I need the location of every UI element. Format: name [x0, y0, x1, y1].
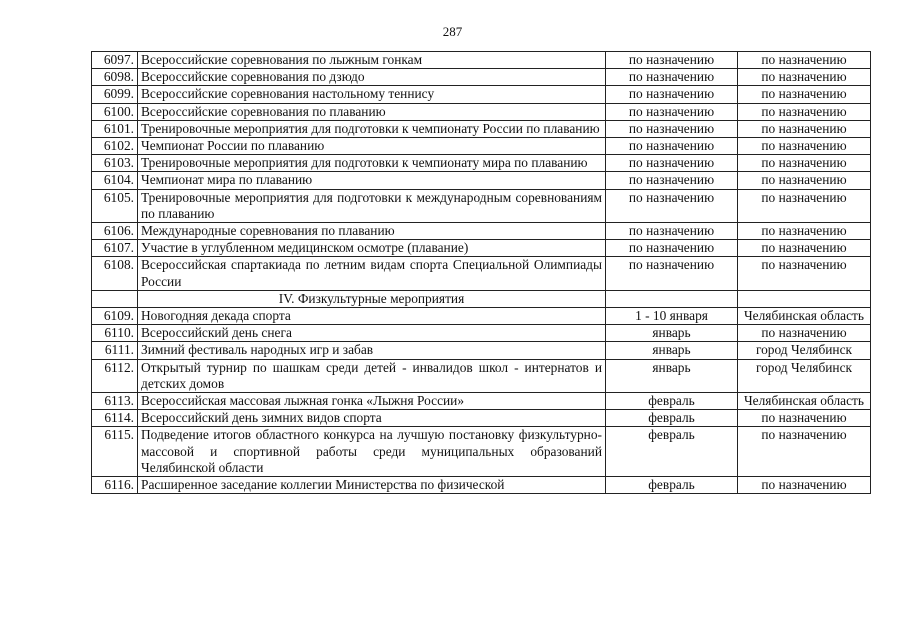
event-date: по назначению — [606, 172, 738, 189]
event-place: по назначению — [738, 86, 871, 103]
section-place-cell — [738, 290, 871, 307]
table-row — [92, 86, 871, 103]
table-row — [92, 410, 871, 427]
section-row — [92, 290, 871, 307]
table-row — [92, 393, 871, 410]
event-date: по назначению — [606, 223, 738, 240]
event-name: Всероссийские соревнования по дзюдо — [138, 69, 606, 86]
event-place: по назначению — [738, 52, 871, 69]
event-date: по назначению — [606, 103, 738, 120]
row-number: 6097. — [92, 52, 138, 69]
row-number: 6111. — [92, 342, 138, 359]
event-name: Подведение итогов областного конкурса на лучшую постановку физкультурно-массовой и спортивной работы среди муниципальных образований Челябинской области — [138, 427, 606, 477]
table-row — [92, 359, 871, 392]
row-number: 6113. — [92, 393, 138, 410]
event-place: по назначению — [738, 477, 871, 494]
events-table — [91, 51, 871, 494]
event-place: по назначению — [738, 138, 871, 155]
event-place: по назначению — [738, 223, 871, 240]
row-number: 6116. — [92, 477, 138, 494]
event-date: по назначению — [606, 86, 738, 103]
row-number: 6102. — [92, 138, 138, 155]
table-row — [92, 138, 871, 155]
row-number: 6112. — [92, 359, 138, 392]
row-number: 6105. — [92, 189, 138, 222]
event-date: февраль — [606, 393, 738, 410]
table-row — [92, 172, 871, 189]
event-place: город Челябинск — [738, 342, 871, 359]
row-number: 6099. — [92, 86, 138, 103]
event-name: Чемпионат России по плаванию — [138, 138, 606, 155]
event-place: по назначению — [738, 69, 871, 86]
event-date: по назначению — [606, 138, 738, 155]
row-number: 6104. — [92, 172, 138, 189]
event-name: Открытый турнир по шашкам среди детей - инвалидов школ - интернатов и детских домов — [138, 359, 606, 392]
event-name: Всероссийская массовая лыжная гонка «Лыжня России» — [138, 393, 606, 410]
event-date: по назначению — [606, 189, 738, 222]
event-date: по назначению — [606, 155, 738, 172]
event-date: по назначению — [606, 240, 738, 257]
event-name: Всероссийские соревнования настольному теннису — [138, 86, 606, 103]
event-place: по назначению — [738, 427, 871, 477]
section-title: IV. Физкультурные мероприятия — [138, 290, 606, 307]
event-date: февраль — [606, 410, 738, 427]
event-place: город Челябинск — [738, 359, 871, 392]
row-number: 6114. — [92, 410, 138, 427]
event-place: по назначению — [738, 189, 871, 222]
row-number: 6103. — [92, 155, 138, 172]
event-place: по назначению — [738, 410, 871, 427]
event-date: по назначению — [606, 257, 738, 290]
table-row — [92, 189, 871, 222]
event-place: по назначению — [738, 120, 871, 137]
table-row — [92, 69, 871, 86]
table-row — [92, 120, 871, 137]
event-name: Тренировочные мероприятия для подготовки к чемпионату России по плаванию — [138, 120, 606, 137]
section-date-cell — [606, 290, 738, 307]
event-name: Участие в углубленном медицинском осмотре (плавание) — [138, 240, 606, 257]
event-name: Тренировочные мероприятия для подготовки к международным соревнованиям по плаванию — [138, 189, 606, 222]
table-row — [92, 223, 871, 240]
event-name: Всероссийские соревнования по лыжным гонкам — [138, 52, 606, 69]
event-name: Тренировочные мероприятия для подготовки к чемпионату мира по плаванию — [138, 155, 606, 172]
row-number: 6098. — [92, 69, 138, 86]
event-name: Всероссийские соревнования по плаванию — [138, 103, 606, 120]
event-place: по назначению — [738, 103, 871, 120]
event-place: Челябинская область — [738, 393, 871, 410]
event-date: по назначению — [606, 120, 738, 137]
event-place: по назначению — [738, 172, 871, 189]
table-row — [92, 257, 871, 290]
row-number: 6108. — [92, 257, 138, 290]
page-number: 287 — [442, 24, 463, 39]
event-place: по назначению — [738, 257, 871, 290]
event-date: по назначению — [606, 69, 738, 86]
row-number: 6109. — [92, 308, 138, 325]
event-name: Всероссийский день зимних видов спорта — [138, 410, 606, 427]
event-name: Зимний фестиваль народных игр и забав — [138, 342, 606, 359]
row-number: 6107. — [92, 240, 138, 257]
event-date: январь — [606, 359, 738, 392]
table-row — [92, 240, 871, 257]
table-row — [92, 155, 871, 172]
table-row — [92, 342, 871, 359]
event-place: по назначению — [738, 240, 871, 257]
row-number: 6100. — [92, 103, 138, 120]
row-number: 6110. — [92, 325, 138, 342]
event-place: Челябинская область — [738, 308, 871, 325]
event-date: февраль — [606, 477, 738, 494]
event-name: Чемпионат мира по плаванию — [138, 172, 606, 189]
row-number: 6115. — [92, 427, 138, 477]
event-name: Международные соревнования по плаванию — [138, 223, 606, 240]
event-date: январь — [606, 325, 738, 342]
row-number: 6101. — [92, 120, 138, 137]
table-row — [92, 103, 871, 120]
table-row — [92, 325, 871, 342]
event-place: по назначению — [738, 325, 871, 342]
event-date: январь — [606, 342, 738, 359]
event-name: Всероссийская спартакиада по летним видам спорта Специальной Олимпиады России — [138, 257, 606, 290]
event-place: по назначению — [738, 155, 871, 172]
event-date: февраль — [606, 427, 738, 477]
table-row — [92, 477, 871, 494]
event-name: Новогодняя декада спорта — [138, 308, 606, 325]
section-number-cell — [92, 290, 138, 307]
events-table-body — [92, 52, 871, 494]
table-row — [92, 427, 871, 477]
event-date: по назначению — [606, 52, 738, 69]
table-row — [92, 308, 871, 325]
table-row — [92, 52, 871, 69]
event-name: Всероссийский день снега — [138, 325, 606, 342]
event-name: Расширенное заседание коллегии Министерства по физической — [138, 477, 606, 494]
event-date: 1 - 10 января — [606, 308, 738, 325]
row-number: 6106. — [92, 223, 138, 240]
